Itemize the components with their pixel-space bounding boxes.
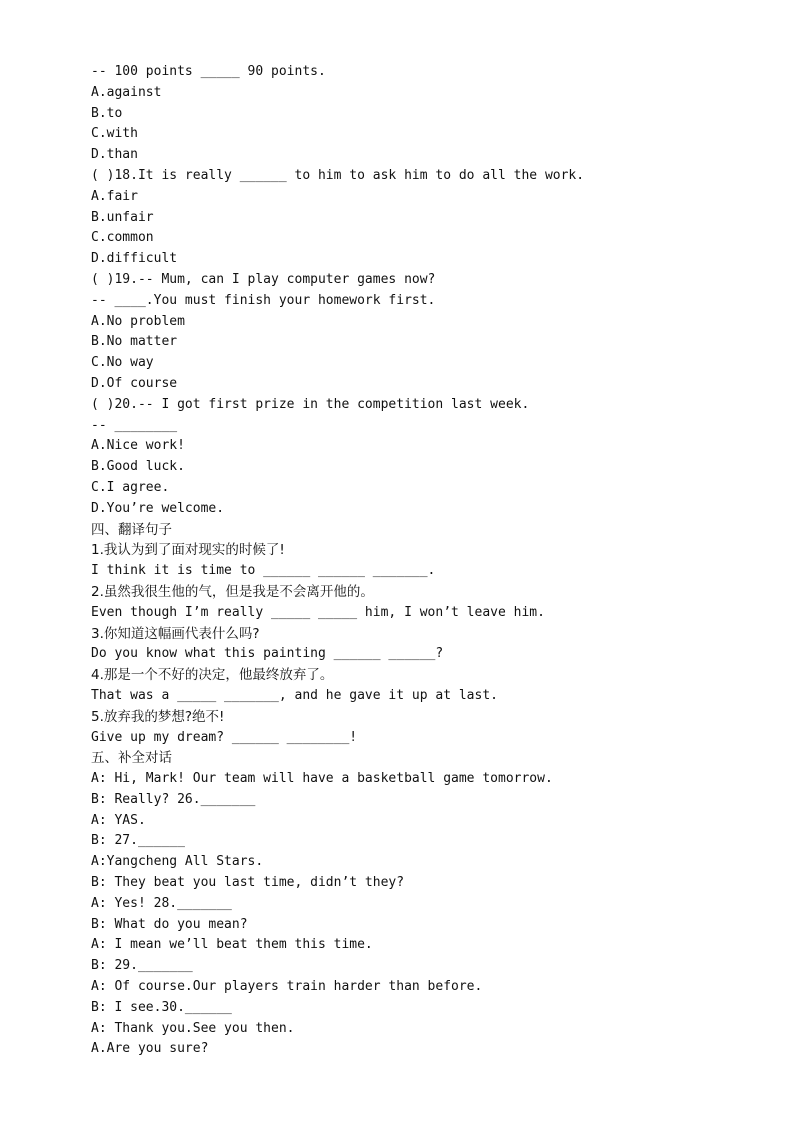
option-b: B.unfair (91, 209, 154, 225)
dialogue-line: A: Yes! 28._______ (91, 895, 232, 911)
dialogue-line: A: Of course.Our players train harder than before. (91, 979, 483, 995)
option-a: A.against (91, 84, 162, 100)
option-d: D.difficult (91, 251, 178, 267)
translation-2-chinese: 2.虽然我很生他的气，但是我是不会离开他的。 (91, 583, 374, 600)
question-20: ( )20.-- I got first prize in the competition last week. (91, 396, 530, 412)
translation-5-chinese: 5.放弃我的梦想?绝不! (91, 708, 225, 725)
dialogue-line: A: I mean we’ll beat them this time. (91, 937, 373, 953)
dialogue-line: B: They beat you last time, didn’t they? (91, 875, 405, 891)
document-page (91, 62, 771, 1060)
translation-1-english: I think it is time to ______ ______ _______. (91, 563, 436, 579)
option-d: D.than (91, 147, 138, 163)
translation-4-chinese: 4.那是一个不好的决定，他最终放弃了。 (91, 667, 334, 684)
option-a: A.fair (91, 188, 138, 204)
dialogue-line: A:Yangcheng All Stars. (91, 854, 264, 870)
question-17-blank-line: -- 100 points _____ 90 points. (91, 64, 326, 79)
translation-2-english: Even though I’m really _____ _____ him, I won’t leave him. (91, 604, 545, 620)
dialogue-line: B: 27.______ (91, 833, 185, 849)
dialogue-line: A: Hi, Mark! Our team will have a basketball game tomorrow. (91, 771, 553, 787)
dialogue-line: A: YAS. (91, 812, 146, 828)
dialogue-line: B: 29._______ (91, 958, 193, 974)
option-c: C.common (91, 230, 154, 246)
question-19-reply: -- ____.You must finish your homework first. (91, 292, 436, 308)
question-19: ( )19.-- Mum, can I play computer games now? (91, 271, 436, 287)
option-d: D.You’re welcome. (91, 500, 225, 516)
section-5-heading: 五、补全对话 (91, 750, 172, 767)
translation-3-english: Do you know what this painting ______ ______? (91, 646, 444, 662)
translation-3-chinese: 3.你知道这幅画代表什么吗? (91, 625, 260, 642)
translation-5-english: Give up my dream? ______ ________! (91, 729, 358, 745)
option-b: B.to (91, 105, 123, 121)
translation-4-english: That was a _____ _______, and he gave it up at last. (91, 687, 498, 703)
answer-option-a: A.Are you sure? (91, 1041, 209, 1057)
option-d: D.Of course (91, 375, 178, 391)
translation-1-chinese: 1.我认为到了面对现实的时候了! (91, 542, 285, 559)
option-b: B.No matter (91, 334, 178, 350)
option-a: A.Nice work! (91, 438, 185, 454)
option-c: C.with (91, 126, 138, 142)
option-a: A.No problem (91, 313, 185, 329)
dialogue-line: A: Thank you.See you then. (91, 1020, 295, 1036)
dialogue-line: B: Really? 26._______ (91, 791, 256, 807)
section-4-heading: 四、翻译句子 (91, 521, 172, 538)
dialogue-line: B: I see.30.______ (91, 999, 232, 1015)
option-b: B.Good luck. (91, 459, 185, 475)
dialogue-line: B: What do you mean? (91, 916, 248, 932)
option-c: C.I agree. (91, 479, 170, 495)
question-18: ( )18.It is really ______ to him to ask him to do all the work. (91, 167, 585, 183)
option-c: C.No way (91, 355, 154, 371)
question-20-reply: -- ________ (91, 417, 178, 433)
